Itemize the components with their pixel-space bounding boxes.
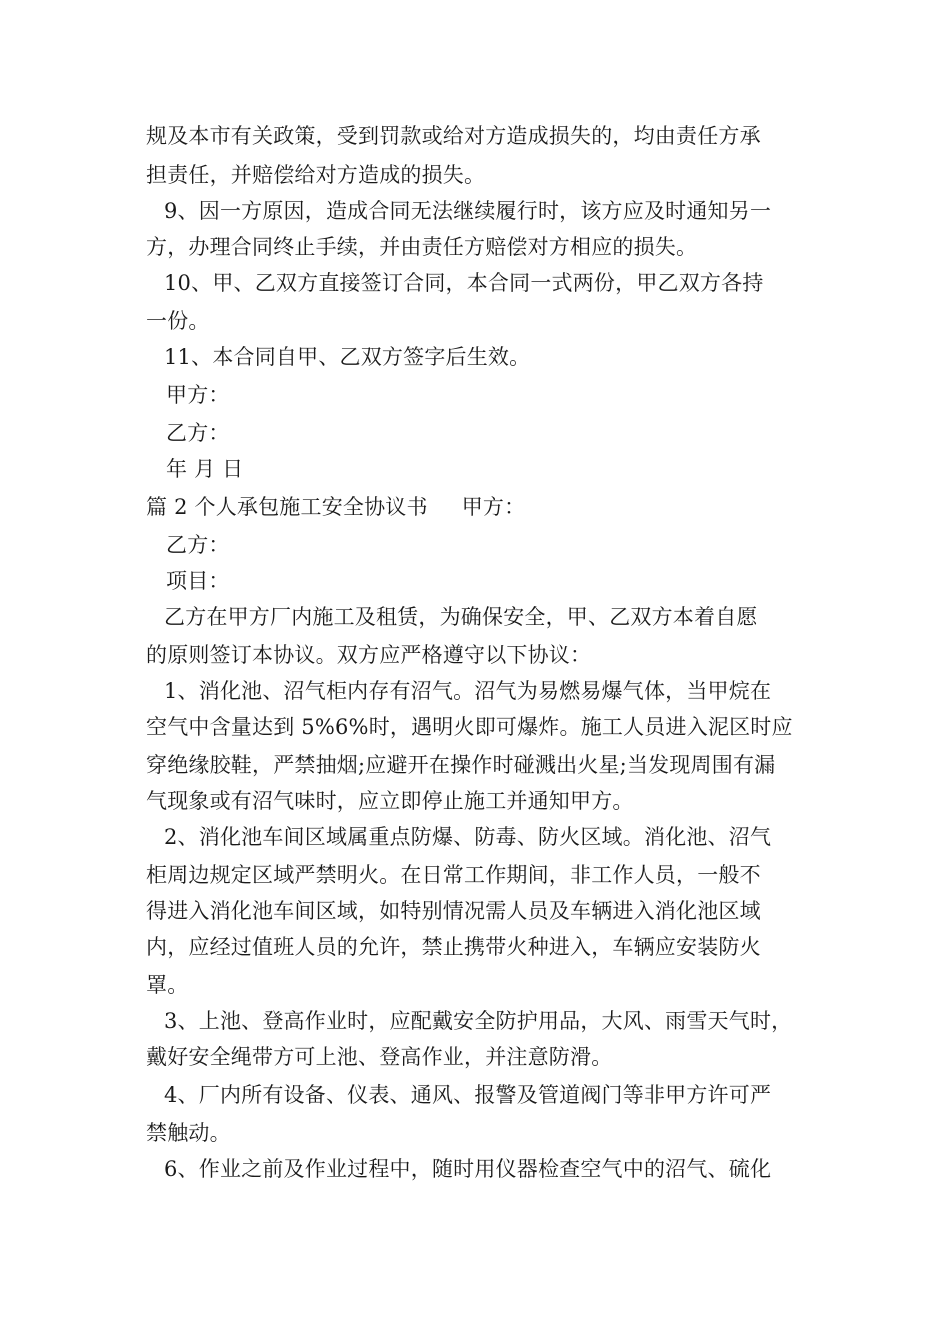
text-line: 柜周边规定区域严禁明火。在日常工作期间，非工作人员，一般不: [146, 863, 761, 887]
text-line: 的原则签订本协议。双方应严格遵守以下协议：: [146, 643, 592, 667]
text-line: 一份。: [146, 309, 210, 333]
text-line: 6、作业之前及作业过程中，随时用仪器检查空气中的沼气、硫化: [164, 1157, 772, 1181]
text-line: 方，办理合同终止手续，并由责任方赔偿对方相应的损失。: [146, 235, 698, 259]
text-line: 空气中含量达到 5%6%时，遇明火即可爆炸。施工人员进入泥区时应: [146, 715, 793, 739]
text-line: 乙方在甲方厂内施工及租赁，为确保安全，甲、乙双方本着自愿: [164, 605, 758, 629]
text-line: 1、消化池、沼气柜内存有沼气。沼气为易燃易爆气体，当甲烷在: [164, 679, 772, 703]
text-line: 罩。: [146, 973, 189, 997]
text-line: 禁触动。: [146, 1121, 231, 1145]
text-line: 2、消化池车间区域属重点防爆、防毒、防火区域。消化池、沼气: [164, 825, 772, 849]
party-a-label: 甲方：: [461, 495, 526, 519]
signature-party-a-label: 甲方：: [166, 383, 230, 407]
text-line: 4、厂内所有设备、仪表、通风、报警及管道阀门等非甲方许可严: [164, 1083, 772, 1107]
text-line: 10、甲、乙双方直接签订合同，本合同一式两份，甲乙双方各持: [164, 271, 764, 295]
text-line: 戴好安全绳带方可上池、登高作业，并注意防滑。: [146, 1045, 613, 1069]
date-line: 年 月 日: [166, 457, 244, 481]
text-line: 3、上池、登高作业时，应配戴安全防护用品，大风、雨雪天气时，: [164, 1009, 793, 1033]
section-title: 篇 2 个人承包施工安全协议书: [146, 495, 428, 519]
text-line: 得进入消化池车间区域，如特别情况需人员及车辆进入消化池区域: [146, 899, 761, 923]
text-line: 气现象或有沼气味时，应立即停止施工并通知甲方。: [146, 789, 634, 813]
party-b-label: 乙方：: [166, 533, 230, 557]
signature-party-b-label: 乙方：: [166, 421, 230, 445]
text-line: 11、本合同自甲、乙双方签字后生效。: [164, 345, 531, 369]
section-heading: [146, 492, 826, 522]
project-label: 项目：: [166, 569, 230, 593]
text-line: 9、因一方原因，造成合同无法继续履行时，该方应及时通知另一: [164, 199, 772, 223]
text-line: 穿绝缘胶鞋，严禁抽烟;应避开在操作时碰溅出火星;当发现周围有漏: [146, 753, 776, 777]
text-line: 担责任，并赔偿给对方造成的损失。: [146, 163, 486, 187]
text-line: 内，应经过值班人员的允许，禁止携带火种进入，车辆应安装防火: [146, 935, 761, 959]
text-line: 规及本市有关政策，受到罚款或给对方造成损失的，均由责任方承: [146, 124, 761, 148]
